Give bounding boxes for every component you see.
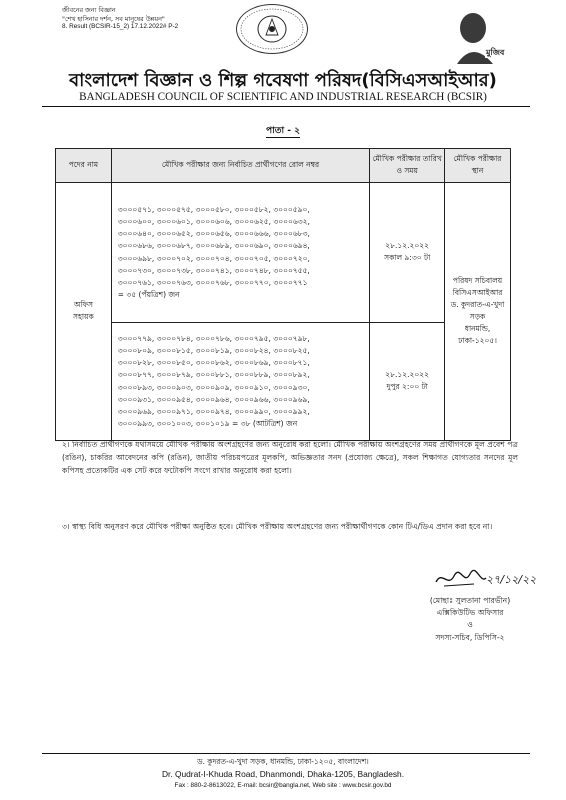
roll-line: ৩০০০৭৩০, ৩০০০৭৩৮, ৩০০০৭৪১, ৩০০০৭৪৮, ৩০০০৭৫৫, xyxy=(117,265,310,275)
bcsir-logo-icon xyxy=(236,4,308,54)
roll-cell xyxy=(111,323,370,441)
date-time-cell xyxy=(370,323,445,441)
footer-divider xyxy=(42,753,530,754)
table-header-row xyxy=(56,149,511,183)
roll-line: ৩০০০৬৯৮, ৩০০০৭০২, ৩০০০৭০৪, ৩০০০৭০৫, ৩০০০৭২০, xyxy=(117,253,310,263)
roll-total: ৩০০০৯৯৩, ৩০০১০০৩, ৩০০১০১৯ = ৩৮ (আটত্রিশ) জন xyxy=(117,419,298,429)
roll-line: ৩০০০৯৬৯, ৩০০০৯৭১, ৩০০০৯৭৪, ৩০০০৯৯০, ৩০০০৯৯২, xyxy=(117,406,310,416)
page-number xyxy=(0,123,566,138)
roll-line: ৩০০০৫৭১, ৩০০০৫৭৫, ৩০০০৫৮০, ৩০০০৫৮২, ৩০০০৫৯০, xyxy=(117,204,310,214)
interview-time: দুপুর ২:০০ টা xyxy=(386,381,428,391)
header-line-3: 8. Result (BCSIR-15_2) 17.12.2022# P-2 xyxy=(62,23,179,31)
instruction-paragraph-2: ২। নির্বাচিত প্রার্থীগণকে যথাসময়ে মৌখিক পরীক্ষায় অংশগ্রহণের জন্য অনুরোধ করা হলো। মৌখিক পরীক্ষায় অংশগ্রহণের সময় প্রার্থীগণকে মূল প্রবেশ পত্র (রঙিন), চাকরির আবেদনের কপি (রঙিন), জাতীয় পরিচয়পত্রের মূলকপি, অভিজ্ঞতার সনদ (প্রযোজ্য ক্ষেত্রে), সকল শিক্ষাগত যোগ্যতার সনদের মূল কপিসহ প্রত্যেকটির এক সেট করে ফটোকপি সংগে রাখার অনুরোধ করা হলো। xyxy=(62,440,518,475)
date-time-cell xyxy=(370,183,445,323)
signatory-role: সদস্য-সচিব, ডিপিসি-২ xyxy=(435,632,505,642)
header-line-1: জীবনের জন্য বিজ্ঞান xyxy=(62,6,116,14)
footer-contact: Fax : 880-2-8613022, E-mail: bcsir@bangla.net, Web site : www.bcsir.gov.bd xyxy=(174,782,392,789)
place-cell xyxy=(445,183,511,441)
mujib-logo-text: মুজিব xyxy=(486,48,505,57)
org-title-english: BANGLADESH COUNCIL OF SCIENTIFIC AND INDUSTRIAL RESEARCH (BCSIR) xyxy=(79,91,487,103)
org-title-bangla: বাংলাদেশ বিজ্ঞান ও শিল্প গবেষণা পরিষদ(বিসিএসআইআর) xyxy=(69,70,497,91)
post-name-line: অফিস xyxy=(73,299,93,309)
post-cell xyxy=(56,183,112,441)
roll-line: ৩০০০৬৮৬, ৩০০০৬৮৭, ৩০০০৬৮৯, ৩০০০৬৯০, ৩০০০৬৯৪, xyxy=(117,241,310,251)
roll-cell xyxy=(111,183,370,323)
place-line: পরিষদ সচিবালয় xyxy=(452,275,503,285)
header-roll: মৌখিক পরীক্ষার জন্য নির্বাচিত প্রার্থীগণের রোল নম্বর xyxy=(111,149,370,183)
footer-address-english: Dr. Qudrat-I-Khuda Road, Dhanmondi, Dhaka-1205, Bangladesh. xyxy=(161,769,405,779)
interview-time: সকাল ৯:৩০ টা xyxy=(384,252,431,262)
header-place: মৌখিক পরীক্ষার স্থান xyxy=(445,149,511,183)
table-row xyxy=(56,183,511,323)
place-line: বিসিএসআইআর xyxy=(452,287,503,297)
place-line: ধানমন্ডি, ঢাকা-১২০৫। xyxy=(458,323,497,345)
place-line: সড়ক xyxy=(469,311,486,321)
header-divider xyxy=(42,106,530,107)
header-line-2: "শেখ হাসিনার দর্শন, সব মানুষের উন্নয়ন" xyxy=(62,14,165,23)
roll-line: ৩০০০৬৪০, ৩০০০৬৫২, ৩০০০৬৫৬, ৩০০০৬৬৬, ৩০০০৬৮৩, xyxy=(117,229,310,239)
roll-line: ৩০০০৮৭৭, ৩০০০৮৭৯, ৩০০০৮৮১, ৩০০০৮৮৯, ৩০০০৮৯২, xyxy=(117,370,310,380)
roll-line: ৩০০০৬০০, ৩০০০৬০১, ৩০০০৬০৬, ৩০০০৬২৫, ৩০০০৬৩২, xyxy=(117,216,310,226)
roll-line: ৩০০০৮৯৩, ৩০০০৯০৩, ৩০০০৯০৯, ৩০০০৯১০, ৩০০০৯৩০, xyxy=(117,382,310,392)
roll-line: ৩০০০৯৩১, ৩০০০৯৫৪, ৩০০০৯৬৪, ৩০০০৯৬৬, ৩০০০৯৬৯, xyxy=(117,394,310,404)
signatory-block xyxy=(400,595,540,644)
signature-scribble-icon xyxy=(434,568,488,590)
roll-line: ৩০০০৮২৮, ৩০০০৮৫০, ৩০০০৮৬২, ৩০০০৮৬৯, ৩০০০৮৭১, xyxy=(117,358,310,368)
roll-total: = ৩৫ (পঁয়ত্রিশ) জন xyxy=(117,290,180,300)
header-tagline-block xyxy=(62,6,178,32)
instruction-paragraph-3: ৩। স্বাস্থ্য বিধি অনুসরণ করে মৌখিক পরীক্ষা অনুষ্ঠিত হবে। মৌখিক পরীক্ষায় অংশগ্রহণের জন্য পরীক্ষার্থীগণকে কোন টিএ/ডিএ প্রদান করা হবে না। xyxy=(62,522,493,531)
header-post: পদের নাম xyxy=(56,149,112,183)
signatory-designation: এক্সিকিউটিভ অফিসার xyxy=(436,608,504,618)
interview-date: ২৮.১২.২০২২ xyxy=(385,240,430,250)
roll-line: ৩০০০৭৭৯, ৩০০০৭৮৪, ৩০০০৭৮৬, ৩০০০৭৯৫, ৩০০০৭৯৮, xyxy=(117,333,310,343)
portrait-emblem-icon xyxy=(453,6,511,66)
page-number-label: পাতা - ২ xyxy=(266,126,300,136)
place-line: ড. কুদরাত-এ-খুদা xyxy=(450,299,505,309)
signatory-name: (মোছাঃ সুলতানা পারভীন) xyxy=(429,596,511,605)
interview-date: ২৮.১২.২০২২ xyxy=(385,369,430,379)
signatory-and: ও xyxy=(467,620,473,630)
header-date: মৌখিক পরীক্ষার তারিখ ও সময় xyxy=(370,149,445,183)
interview-schedule-table xyxy=(55,148,511,441)
roll-line: ৩০০০৭৬১, ৩০০০৭৬৩, ৩০০০৭৬৮, ৩০০০৭৭০, ৩০০০৭৭১ xyxy=(117,277,308,287)
post-name-line: সহায়ক xyxy=(73,311,94,321)
signature-date: ২৭/১২/২২ xyxy=(486,573,537,586)
table-row xyxy=(56,323,511,441)
roll-line: ৩০০০৮০৯, ৩০০০৮১৫, ৩০০০৮১৯, ৩০০০৮২৪, ৩০০০৮২৫, xyxy=(117,345,310,355)
footer-address-bangla: ড. কুদরত-এ-খুদা সড়ক, ধানমন্ডি, ঢাকা-১২০৫, বাংলাদেশ। xyxy=(197,757,369,766)
